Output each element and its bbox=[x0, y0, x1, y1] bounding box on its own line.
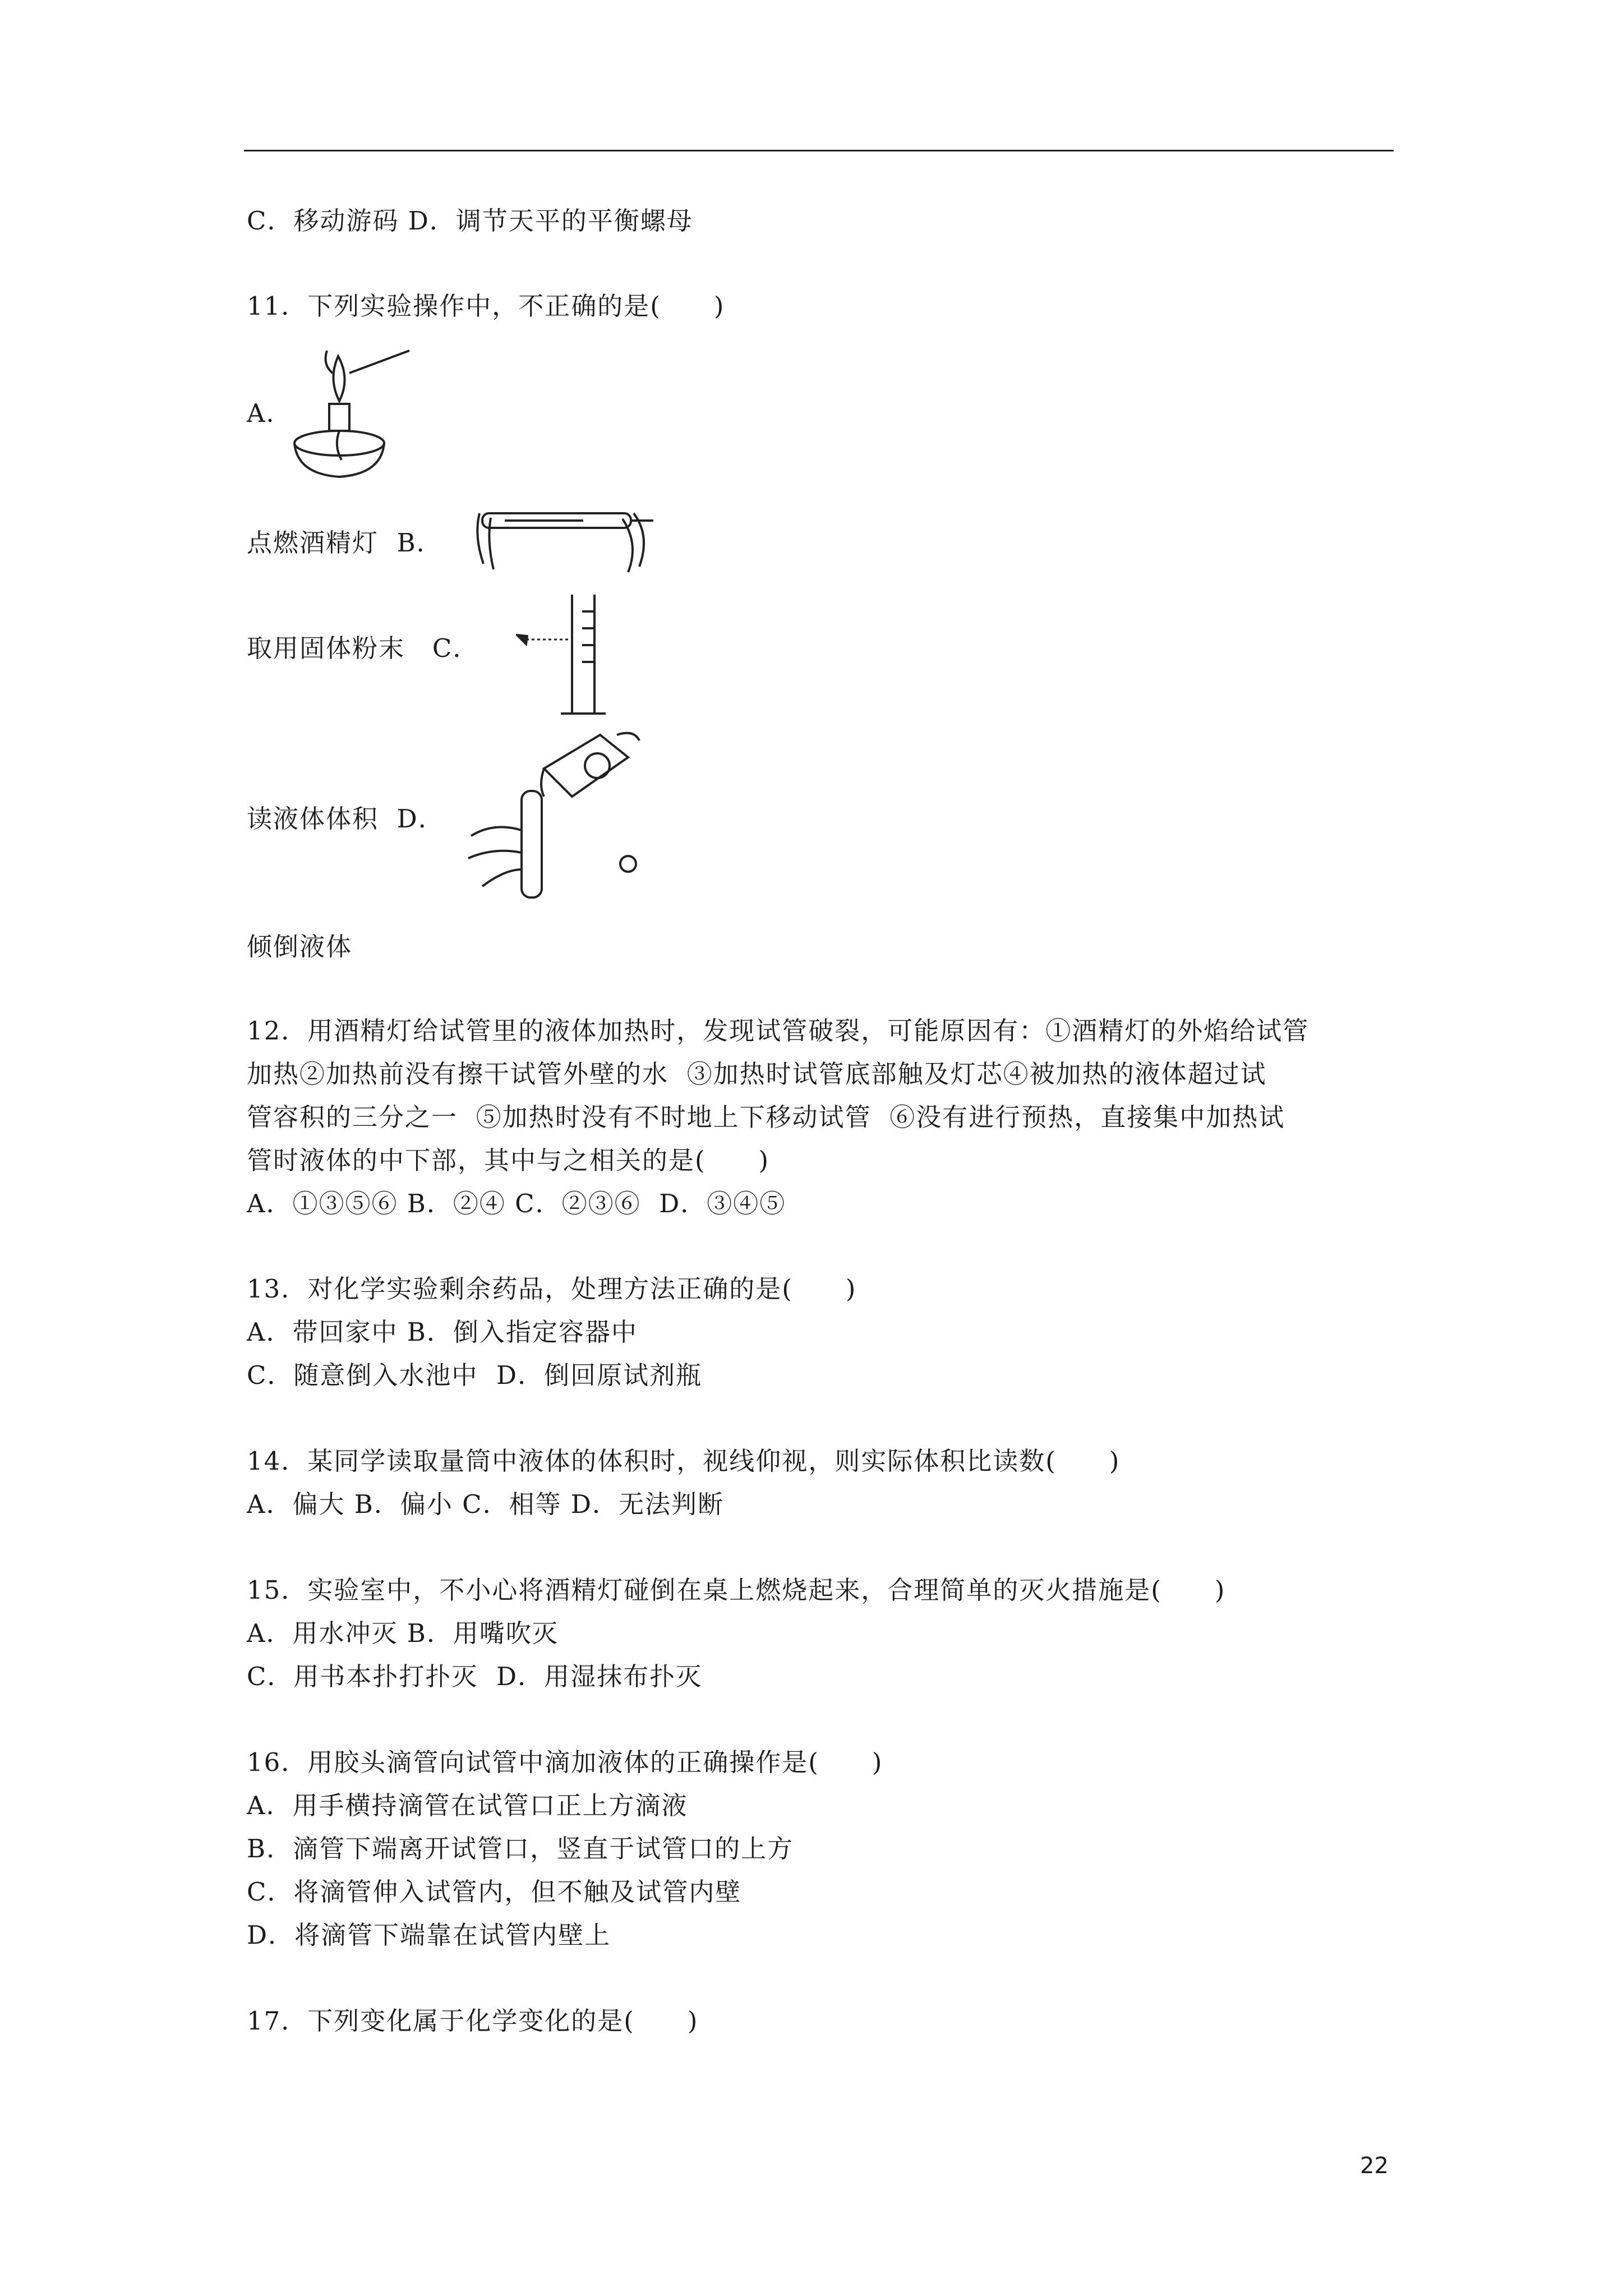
figure-alcohol-lamp bbox=[283, 339, 412, 485]
q11-b-caption-c-label: 取用固体粉末 C． bbox=[247, 633, 479, 663]
q13-options-cd: C．随意倒入水池中 D．倒回原试剂瓶 bbox=[247, 1360, 703, 1390]
q12-options: A．①③⑤⑥ B．②④ C．②③⑥ D．③④⑤ bbox=[247, 1189, 786, 1218]
q12-line-1: 12．用酒精灯给试管里的液体加热时，发现试管破裂，可能原因有：①酒精灯的外焰给试管 bbox=[247, 1016, 1310, 1046]
q15-options-cd: C．用书本扑打扑灭 D．用湿抹布扑灭 bbox=[247, 1662, 703, 1691]
q16-option-c: C．将滴管伸入试管内，但不触及试管内壁 bbox=[247, 1877, 742, 1907]
header-rule bbox=[244, 150, 1394, 151]
q12-line-4: 管时液体的中下部，其中与之相关的是( ) bbox=[247, 1145, 770, 1175]
q16-option-a: A．用手横持滴管在试管口正上方滴液 bbox=[247, 1791, 688, 1820]
q16-option-b: B．滴管下端离开试管口，竖直于试管口的上方 bbox=[247, 1834, 794, 1864]
q16-stem: 16．用胶头滴管向试管中滴加液体的正确操作是( ) bbox=[247, 1747, 883, 1777]
figure-pouring-liquid bbox=[460, 724, 651, 909]
q15-options-ab: A．用水冲灭 B．用嘴吹灭 bbox=[247, 1618, 559, 1648]
q14-options: A．偏大 B．偏小 C．相等 D．无法判断 bbox=[247, 1489, 724, 1519]
q16-option-d: D．将滴管下端靠在试管内壁上 bbox=[247, 1920, 611, 1950]
q14-stem: 14．某同学读取量筒中液体的体积时，视线仰视，则实际体积比读数( ) bbox=[247, 1446, 1121, 1476]
q11-option-a-label: A． bbox=[247, 398, 293, 428]
q11-a-caption-b-label: 点燃酒精灯 B． bbox=[247, 528, 443, 558]
q17-stem: 17．下列变化属于化学变化的是( ) bbox=[247, 2006, 699, 2036]
q10-options-cd: C．移动游码 D．调节天平的平衡螺母 bbox=[247, 206, 693, 236]
q12-line-2: 加热②加热前没有擦干试管外壁的水 ③加热时试管底部触及灯芯④被加热的液体超过试 bbox=[247, 1059, 1267, 1089]
q11-c-caption-d-label: 读液体体积 D． bbox=[247, 804, 445, 834]
page-number: 22 bbox=[1360, 2153, 1389, 2179]
q15-stem: 15．实验室中，不小心将酒精灯碰倒在桌上燃烧起来，合理简单的灭火措施是( ) bbox=[247, 1575, 1226, 1605]
q12-line-3: 管容积的三分之一 ⑤加热时没有不时地上下移动试管 ⑥没有进行预热，直接集中加热试 bbox=[247, 1102, 1285, 1132]
q11-d-caption: 倾倒液体 bbox=[247, 932, 353, 961]
figure-graduated-cylinder bbox=[516, 589, 606, 724]
figure-solid-powder bbox=[471, 491, 656, 581]
q11-stem: 11．下列实验操作中，不正确的是( ) bbox=[247, 291, 725, 321]
q13-stem: 13．对化学实验剩余药品，处理方法正确的是( ) bbox=[247, 1274, 857, 1304]
q13-options-ab: A．带回家中 B．倒入指定容器中 bbox=[247, 1317, 638, 1347]
